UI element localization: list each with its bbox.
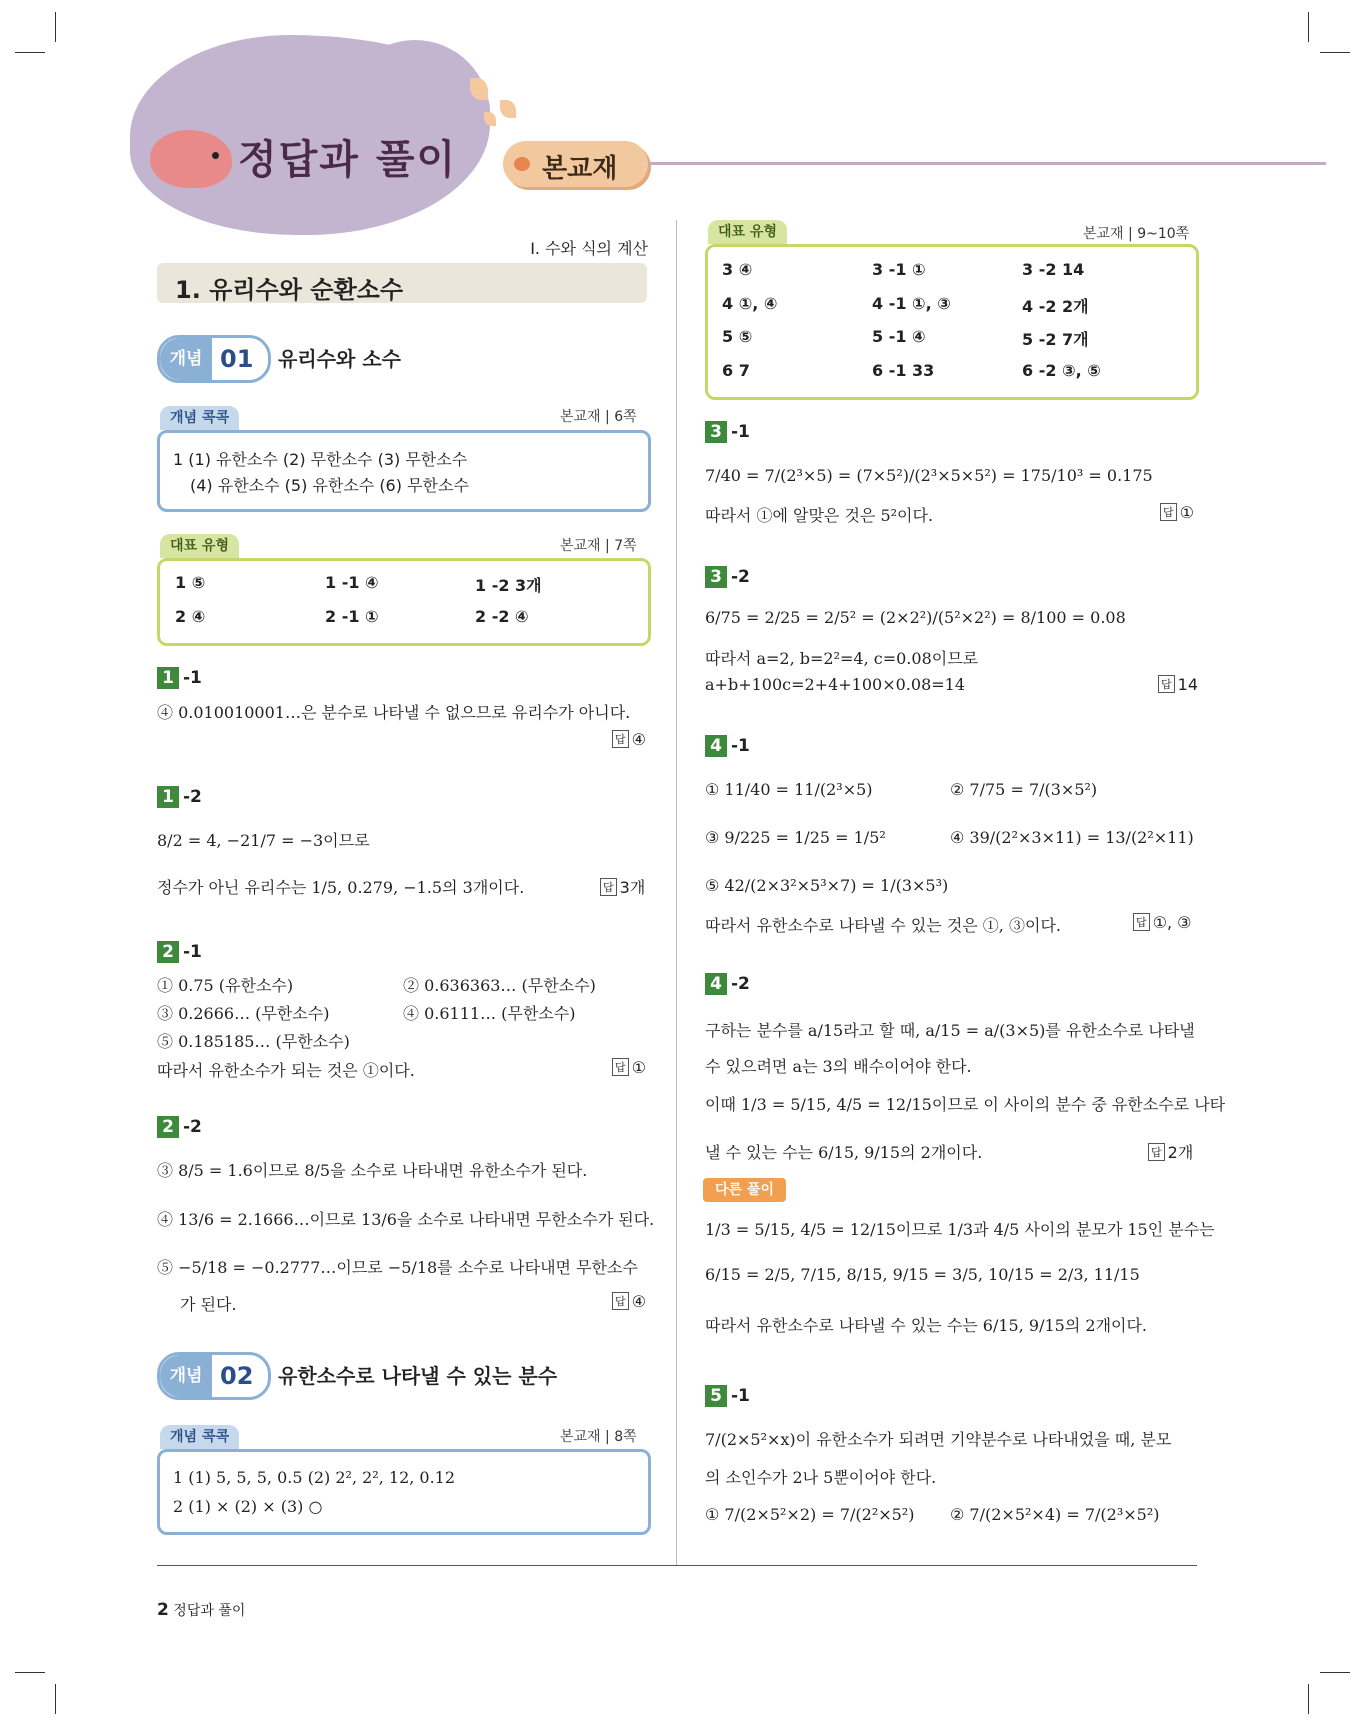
crop-mark [1320,52,1350,53]
question-head [157,1116,202,1138]
crop-mark [55,1684,56,1714]
solution-text: ⑤ 0.185185… (무한소수) [157,1032,350,1051]
page-number: 2 [157,1600,169,1620]
equation: ③ 9/225 = 1/25 = 1/5² [705,828,886,847]
answer-mark: 답 3개 [600,875,645,898]
whale-icon [150,130,232,188]
concept-tag-label: 개념 [160,1355,212,1397]
solution-text: 의 소인수가 2나 5뿐이어야 한다. [705,1468,937,1487]
type-box [157,558,651,646]
leaf-icon [470,78,488,100]
solution-text: ④ 0.6111… (무한소수) [403,1004,576,1023]
answer-cell: 5 ⑤ [722,327,753,346]
answer-value: 3개 [619,878,646,897]
solution-text: ③ 0.2666… (무한소수) [157,1004,330,1023]
solution-text: 이때 1/3 = 5/15, 4/5 = 12/15이므로 이 사이의 분수 중 유한소수로 나타 [705,1095,1226,1114]
question-sub: -2 [731,974,750,994]
question-head [705,566,750,588]
box-tag: 대표 유형 [708,220,787,244]
solution-text: 따라서 유한소수가 되는 것은 ①이다. [157,1061,415,1080]
box-tag: 개념 콕콕 [160,1425,239,1449]
answer-mark: 답 ④ [612,730,646,749]
answer-value: ① [1179,503,1194,522]
answer-cell: 5 -1 ④ [872,327,926,346]
solution-text: 낼 수 있는 수는 6/15, 9/15의 2개이다. [705,1143,983,1162]
crop-mark [15,1672,45,1673]
concept-box [157,1449,651,1535]
footer-label: 정답과 풀이 [173,1603,246,1619]
concept-tag [157,335,271,383]
equation: ① 11/40 = 11/(2³×5) [705,780,873,799]
concept-tag-label: 개념 [160,338,212,380]
answer-cell: 3 ④ [722,260,753,279]
equation: ② 7/(2×5²×4) = 7/(2³×5²) [950,1505,1160,1524]
page-ref: 본교재 | 6쪽 [560,409,637,425]
question-head [705,973,750,995]
answer-cell: 2 -2 ④ [475,607,529,626]
answer-mark: 답 14 [1158,675,1198,694]
answer-cell: 2 -1 ① [325,607,379,626]
question-head [705,421,750,443]
header-badge-label: 본교재 [542,154,618,184]
page-ref: 본교재 | 7쪽 [560,538,637,554]
column-divider [676,220,677,1565]
question-sub: -2 [731,567,750,587]
answer-cell: 4 ①, ④ [722,294,778,313]
concept-title: 유한소수로 나타낼 수 있는 분수 [278,1364,558,1388]
concept-tag-number: 02 [220,1362,254,1390]
question-number: 4 [705,973,727,995]
question-sub: -1 [183,942,202,962]
crop-mark [1308,12,1309,42]
concept-tag [157,1352,271,1400]
question-number: 1 [157,667,179,689]
section-title: 1. 유리수와 순환소수 [175,276,403,304]
header-rule [648,162,1326,165]
solution-text: ② 0.636363… (무한소수) [403,976,596,995]
solution-text: ④ 0.010010001…은 분수로 나타낼 수 없으므로 유리수가 아니다. [157,703,631,722]
question-head [157,941,202,963]
equation: ⑤ 42/(2×3²×5³×7) = 1/(3×5³) [705,876,949,895]
answer-mark: 답 2개 [1148,1140,1193,1163]
answer-mark: 답 ①, ③ [1133,913,1192,932]
question-number: 2 [157,941,179,963]
answer-cell: 5 -2 7개 [1022,330,1089,349]
dot-icon [514,157,530,171]
solution-text: ③ 8/5 = 1.6이므로 8/5을 소수로 나타내면 유한소수가 된다. [157,1161,588,1180]
solution-text: 정수가 아닌 유리수는 1/5, 0.279, −1.5의 3개이다. [157,878,525,897]
answer-cell: 1 -1 ④ [325,573,379,592]
answer-cell: 1 -2 3개 [475,576,542,595]
answer-cell: 3 -2 14 [1022,260,1085,279]
solution-text: 가 된다. [180,1295,237,1314]
page-ref: 본교재 | 9~10쪽 [1083,226,1190,242]
box-line: 2 (1) × (2) × (3) ○ [173,1497,323,1516]
question-number: 3 [705,421,727,443]
question-head [157,667,202,689]
box-line: (4) 유한소수 (5) 유한소수 (6) 무한소수 [190,476,469,495]
crop-mark [55,12,56,42]
question-head [157,786,202,808]
solution-text: 따라서 a=2, b=2²=4, c=0.08이므로 [705,649,979,668]
question-number: 2 [157,1116,179,1138]
answer-value: 14 [1177,675,1198,694]
crop-mark [15,52,45,53]
question-sub: -1 [731,1386,750,1406]
question-sub: -1 [183,668,202,688]
page-ref: 본교재 | 8쪽 [560,1429,637,1445]
answer-value: ①, ③ [1152,913,1192,932]
answer-cell: 1 ⑤ [175,573,206,592]
equation: ④ 39/(2²×3×11) = 13/(2²×11) [950,828,1194,847]
solution-text: 따라서 유한소수로 나타낼 수 있는 것은 ①, ③이다. [705,916,1061,935]
solution-text: 8/2 = 4, −21/7 = −3이므로 [157,831,370,850]
crop-mark [1308,1684,1309,1714]
answer-value: ④ [631,730,646,749]
equation: 6/75 = 2/25 = 2/5² = (2×2²)/(5²×2²) = 8/100 = 0.08 [705,608,1126,627]
answer-cell: 3 -1 ① [872,260,926,279]
whale-eye-icon [212,152,219,159]
box-line: 1 (1) 5, 5, 5, 0.5 (2) 2², 2², 12, 0.12 [173,1468,456,1487]
question-sub: -2 [183,787,202,807]
concept-tag-number: 01 [220,345,254,373]
answer-cell: 2 ④ [175,607,206,626]
answer-value: ① [631,1058,646,1077]
solution-text: ① 0.75 (유한소수) [157,976,294,995]
question-number: 3 [705,566,727,588]
question-head [705,1385,750,1407]
equation: 7/40 = 7/(2³×5) = (7×5²)/(2³×5×5²) = 175/10³ = 0.175 [705,466,1153,485]
crop-mark [1320,1672,1350,1673]
solution-text: a+b+100c=2+4+100×0.08=14 [705,675,966,694]
box-tag: 개념 콕콕 [160,406,239,430]
answer-cell: 4 -2 2개 [1022,297,1089,316]
equation: ① 7/(2×5²×2) = 7/(2²×5²) [705,1505,915,1524]
answer-mark: 답 ① [1160,503,1194,522]
solution-text: 따라서 유한소수로 나타낼 수 있는 수는 6/15, 9/15의 2개이다. [705,1316,1148,1335]
concept-title: 유리수와 소수 [278,347,401,371]
question-sub: -1 [731,422,750,442]
answer-cell: 6 7 [722,361,750,380]
solution-text: 6/15 = 2/5, 7/15, 8/15, 9/15 = 3/5, 10/15 = 2/3, 11/15 [705,1265,1140,1284]
leaf-icon [500,100,516,118]
question-number: 4 [705,735,727,757]
solution-text: 따라서 ①에 알맞은 것은 5²이다. [705,506,934,525]
solution-text: 구하는 분수를 a/15라고 할 때, a/15 = a/(3×5)를 유한소수로 나타낼 [705,1021,1195,1040]
alternative-solution-tag: 다른 풀이 [703,1178,786,1202]
answer-cell: 4 -1 ①, ③ [872,294,951,313]
page-footer [157,1600,245,1620]
answer-mark: 답 ① [612,1058,646,1077]
answer-mark: 답 ④ [612,1292,646,1311]
type-box [705,244,1199,400]
question-sub: -2 [183,1117,202,1137]
box-line: 1 (1) 유한소수 (2) 무한소수 (3) 무한소수 [173,450,468,469]
answer-value: ④ [631,1292,646,1311]
question-head [705,735,750,757]
answer-cell: 6 -2 ③, ⑤ [1022,361,1101,380]
solution-text: 7/(2×5²×x)이 유한소수가 되려면 기약분수로 나타내었을 때, 분모 [705,1430,1172,1449]
breadcrumb: I. 수와 식의 계산 [530,239,648,258]
footer-rule [157,1565,1197,1566]
solution-text: ④ 13/6 = 2.1666…이므로 13/6을 소수로 나타내면 무한소수가 된다. [157,1210,655,1229]
question-number: 5 [705,1385,727,1407]
box-tag: 대표 유형 [160,534,239,558]
answer-value: 2개 [1167,1143,1194,1162]
equation: ② 7/75 = 7/(3×5²) [950,780,1098,799]
solution-text: 1/3 = 5/15, 4/5 = 12/15이므로 1/3과 4/5 사이의 분모가 15인 분수는 [705,1220,1215,1239]
solution-text: 수 있으려면 a는 3의 배수이어야 한다. [705,1057,972,1076]
question-sub: -1 [731,736,750,756]
page-title: 정답과 풀이 [238,137,458,183]
question-number: 1 [157,786,179,808]
solution-text: ⑤ −5/18 = −0.2777…이므로 −5/18를 소수로 나타내면 무한소수 [157,1258,638,1277]
answer-cell: 6 -1 33 [872,361,935,380]
leaf-icon [484,112,496,126]
concept-box [157,430,651,512]
